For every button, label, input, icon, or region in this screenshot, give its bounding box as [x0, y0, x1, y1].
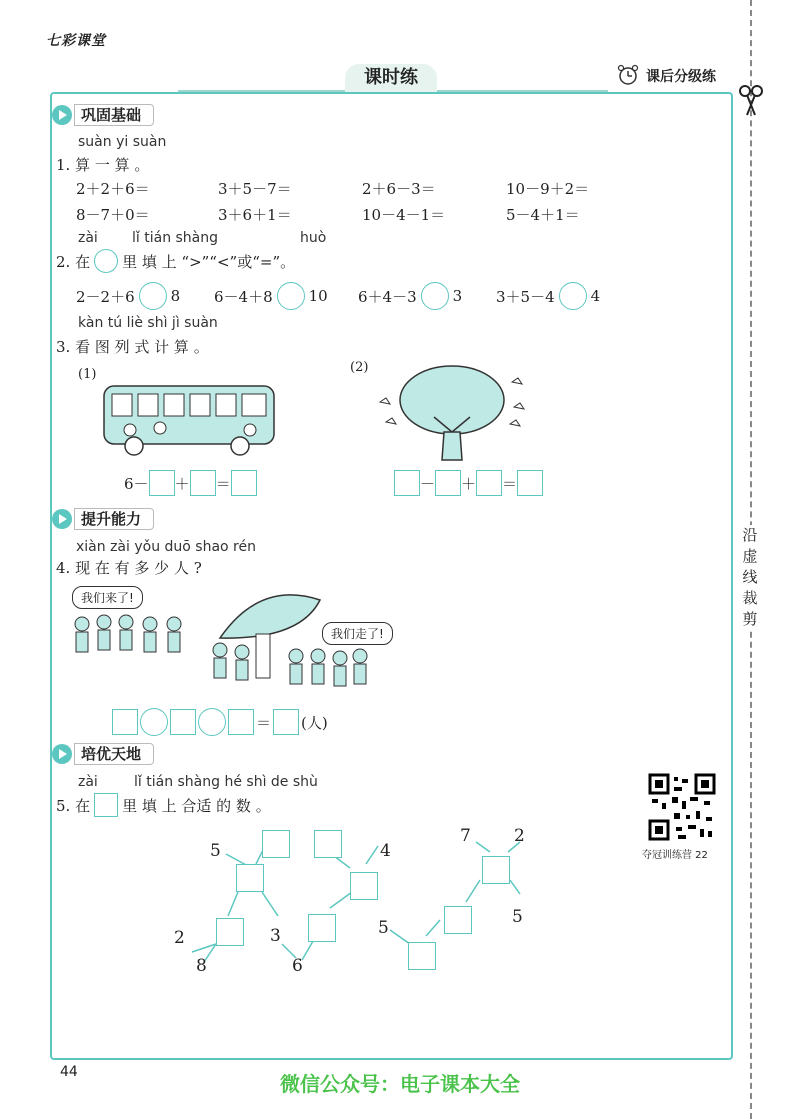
q4-title: 4. 现 在 有 多 少 人 ?: [56, 559, 202, 577]
q2-pinyin: zài: [78, 230, 98, 246]
q3-title: 3. 看 图 列 式 计 算 。: [56, 338, 209, 356]
answer-box[interactable]: [350, 872, 378, 900]
q1-eq: 2＋6－3＝: [362, 180, 436, 198]
section-improve: [52, 508, 202, 530]
tree-number: 5: [512, 907, 523, 927]
qr-code-icon: [648, 773, 716, 841]
cut-char: 虚: [742, 547, 758, 565]
q1-eq: 8－7＋0＝: [76, 206, 150, 224]
answer-box[interactable]: [216, 918, 244, 946]
answer-box[interactable]: [482, 856, 510, 884]
q3-label-1: (1): [78, 367, 97, 382]
q2-item: [214, 282, 328, 310]
play-icon: [52, 105, 72, 125]
tree-number: 2: [514, 826, 525, 846]
number-tree-lines: [170, 820, 550, 980]
q3-equation-1: [124, 470, 257, 496]
tree-number: 7: [460, 826, 471, 846]
page-number: 44: [60, 1064, 78, 1080]
answer-box[interactable]: [262, 830, 290, 858]
answer-box[interactable]: [394, 470, 420, 496]
q1-eq: 10－9＋2＝: [506, 180, 590, 198]
q2-left: 6＋4－3: [358, 287, 417, 306]
q1-eq: 3＋6＋1＝: [218, 206, 292, 224]
q3-pinyin: kàn tú liè shì jì suàn: [78, 315, 218, 331]
tree-number: 5: [210, 841, 221, 861]
scissors-icon: [738, 83, 764, 117]
q2-title: [56, 249, 295, 273]
eq-op: ＝: [256, 713, 272, 732]
tree-number: 5: [378, 918, 389, 938]
q2-right: 8: [170, 287, 181, 305]
brand-logo: 七彩课堂: [46, 33, 106, 49]
answer-circle[interactable]: [421, 282, 449, 310]
tree-number: 8: [196, 956, 207, 976]
operator-circle[interactable]: [140, 708, 168, 736]
q2-left: 3＋5－4: [496, 287, 555, 306]
unit-label: (人): [301, 713, 328, 732]
eq-op: ＝: [502, 474, 518, 493]
answer-circle[interactable]: [139, 282, 167, 310]
q1-eq: 2＋2＋6＝: [76, 180, 150, 198]
q1-pinyin: suàn yi suàn: [78, 134, 167, 150]
answer-box[interactable]: [94, 793, 118, 817]
q5-pinyin: lǐ tián shàng hé shì de shù: [134, 774, 318, 790]
answer-box[interactable]: [273, 709, 299, 735]
operator-circle[interactable]: [198, 708, 226, 736]
q2-left: 2－2＋6: [76, 287, 135, 306]
tree-illustration: [372, 362, 532, 462]
cut-char: 线: [742, 568, 758, 586]
answer-circle[interactable]: [559, 282, 587, 310]
answer-box[interactable]: [149, 470, 175, 496]
answer-box[interactable]: [517, 470, 543, 496]
q1-eq: 5－4＋1＝: [506, 206, 580, 224]
section-basic: [52, 104, 202, 126]
play-icon: [52, 509, 72, 529]
q5-title: [56, 793, 271, 817]
answer-circle[interactable]: [277, 282, 305, 310]
eq-op: ＋: [461, 474, 477, 493]
answer-box[interactable]: [314, 830, 342, 858]
answer-box[interactable]: [228, 709, 254, 735]
q2-pinyin: lǐ tián shàng: [132, 230, 219, 246]
tree-number: 4: [380, 841, 391, 861]
q2-item: [496, 282, 600, 310]
q2-right: 4: [590, 287, 601, 305]
answer-box[interactable]: [476, 470, 502, 496]
q5-title-post: 里 填 上 合适 的 数 。: [122, 796, 271, 815]
speech-bubble-arrive: 我们来了!: [72, 586, 143, 609]
cut-char: 沿: [742, 526, 758, 544]
q1-title: 1. 算 一 算 。: [56, 156, 150, 174]
section-title: 巩固基础: [74, 104, 154, 126]
q1-eq: 10－4－1＝: [362, 206, 446, 224]
tree-number: 3: [270, 926, 281, 946]
qr-caption: 夺冠训练营 22: [642, 850, 708, 861]
answer-box[interactable]: [435, 470, 461, 496]
answer-box[interactable]: [444, 906, 472, 934]
q3-equation-2: [394, 470, 543, 496]
q1-eq: 3＋5－7＝: [218, 180, 292, 198]
eq-op: －: [420, 474, 436, 493]
cut-char: 裁: [742, 589, 758, 607]
q2-title-pre: 2. 在: [56, 252, 91, 271]
level-label: 课后分级练: [646, 69, 716, 85]
q2-title-post: 里 填 上 “>”“<”或“=”。: [122, 252, 296, 271]
cut-char: 剪: [742, 610, 758, 628]
q2-item: [358, 282, 462, 310]
section-excel: [52, 743, 202, 765]
tree-number: 6: [292, 956, 303, 976]
eq-text: 6－: [124, 474, 149, 493]
q5-pinyin: zài: [78, 774, 98, 790]
answer-box[interactable]: [190, 470, 216, 496]
q4-equation: [112, 708, 328, 736]
speech-bubble-leave: 我们走了!: [322, 622, 393, 645]
section-title: 提升能力: [74, 508, 154, 530]
answer-box[interactable]: [308, 914, 336, 942]
footer-text: 微信公众号：电子课本大全: [280, 1072, 520, 1096]
answer-circle[interactable]: [94, 249, 118, 273]
q2-pinyin: huò: [300, 230, 327, 246]
section-title: 培优天地: [74, 743, 154, 765]
alarm-clock-icon: [617, 64, 639, 86]
eq-op: ＋: [174, 474, 190, 493]
q3-label-2: (2): [350, 360, 369, 375]
answer-box[interactable]: [112, 709, 138, 735]
bus-illustration: [100, 380, 278, 462]
tree-number: 2: [174, 928, 185, 948]
q2-left: 6－4＋8: [214, 287, 273, 306]
answer-box[interactable]: [236, 864, 264, 892]
q2-right: 10: [308, 287, 328, 305]
page-title: 课时练: [345, 64, 437, 92]
play-icon: [52, 744, 72, 764]
answer-box[interactable]: [408, 942, 436, 970]
answer-box[interactable]: [231, 470, 257, 496]
cut-instruction: [740, 525, 760, 630]
q2-item: [76, 282, 180, 310]
q4-pinyin: xiàn zài yǒu duō shao rén: [76, 539, 256, 555]
answer-box[interactable]: [170, 709, 196, 735]
eq-op: ＝: [215, 474, 231, 493]
q2-right: 3: [452, 287, 463, 305]
q5-title-pre: 5. 在: [56, 796, 91, 815]
